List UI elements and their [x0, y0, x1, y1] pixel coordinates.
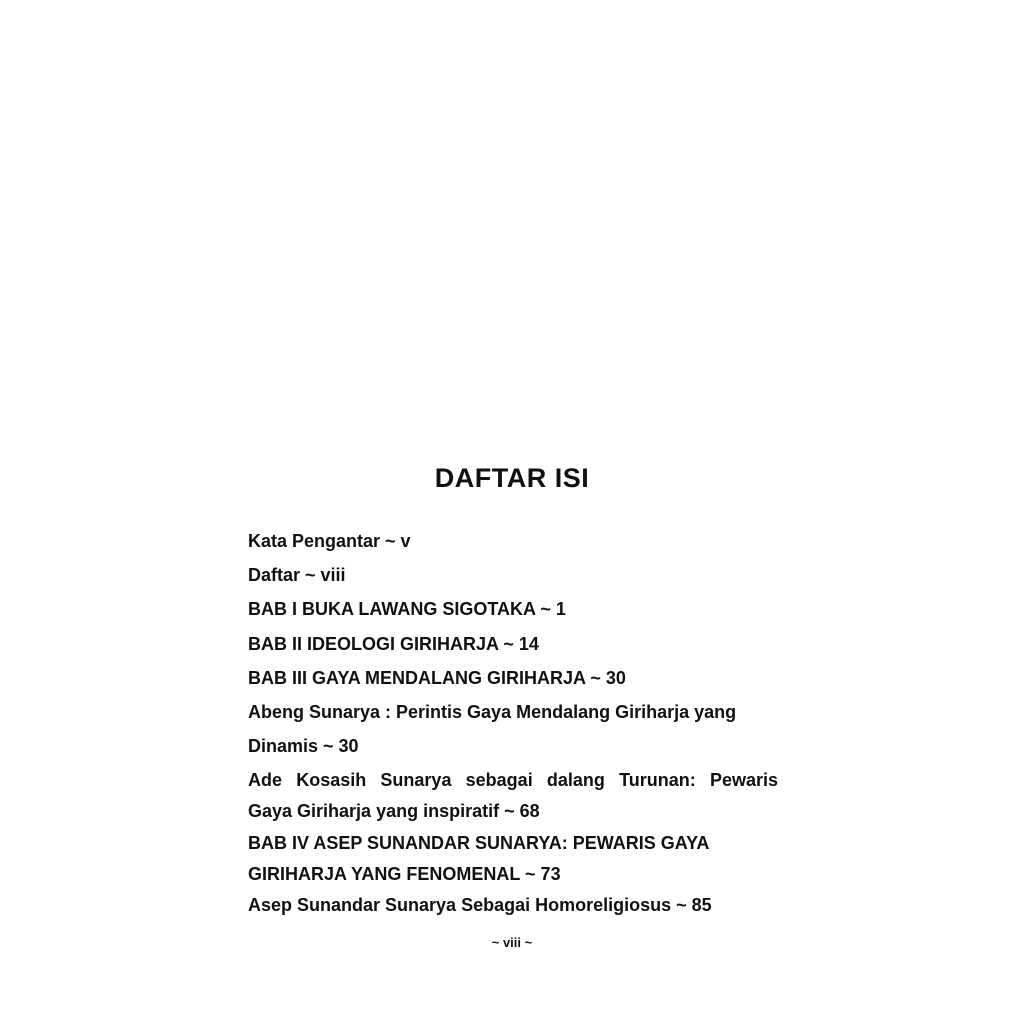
page-title: DAFTAR ISI [434, 463, 590, 493]
table-of-contents [248, 528, 778, 926]
toc-entry-ade-kosasih-cont: Gaya Giriharja yang inspiratif ~ 68 [248, 801, 540, 822]
toc-entry-bab-2: BAB II IDEOLOGI GIRIHARJA ~ 14 [248, 633, 539, 654]
toc-entry-bab-3: BAB III GAYA MENDALANG GIRIHARJA ~ 30 [248, 667, 626, 688]
toc-entry-bab-4: BAB IV ASEP SUNANDAR SUNARYA: PEWARIS GAYA [248, 832, 710, 853]
toc-entry-daftar: Daftar ~ viii [248, 565, 346, 586]
toc-entry-abeng-sunarya: Abeng Sunarya : Perintis Gaya Mendalang Giriharja yang [248, 701, 737, 722]
toc-entry-ade-kosasih: Ade Kosasih Sunarya sebagai dalang Turunan: Pewaris [248, 770, 778, 791]
page-number: ~ viii ~ [491, 935, 533, 950]
toc-entry-kata-pengantar: Kata Pengantar ~ v [248, 531, 411, 551]
toc-entry-bab-1: BAB I BUKA LAWANG SIGOTAKA ~ 1 [248, 599, 566, 620]
toc-entry-asep-sunandar: Asep Sunandar Sunarya Sebagai Homoreligiosus ~ 85 [248, 894, 712, 915]
toc-entry-abeng-sunarya-cont: Dinamis ~ 30 [248, 736, 359, 757]
toc-entry-bab-4-cont: GIRIHARJA YANG FENOMENAL ~ 73 [248, 863, 561, 884]
